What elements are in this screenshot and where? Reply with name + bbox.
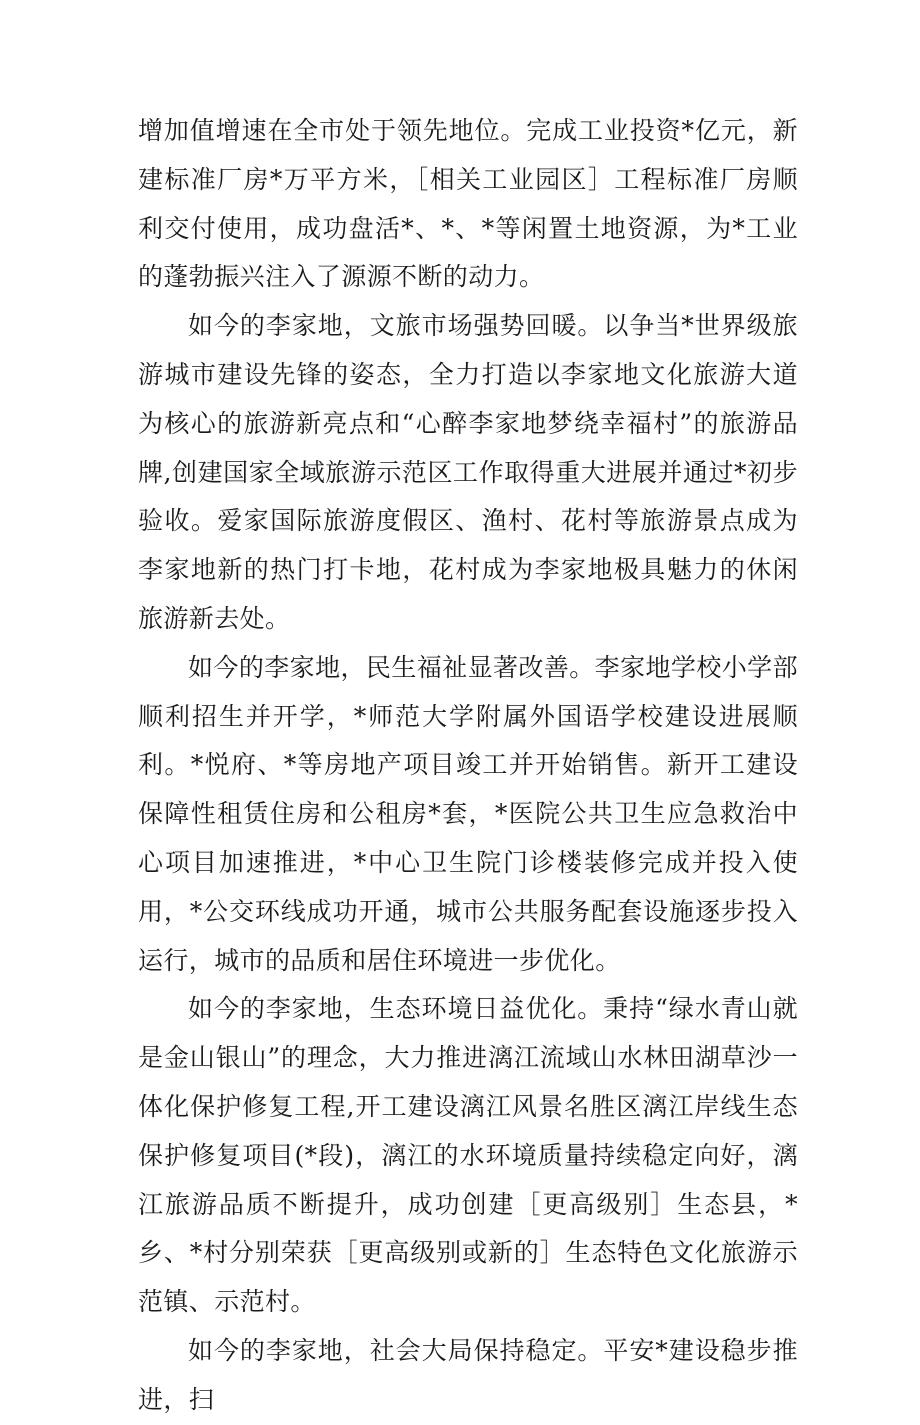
paragraph-industry-continuation: 增加值增速在全市处于领先地位。完成工业投资*亿元，新建标准厂房*万平方米，［相关工业园区］工程标准厂房顺利交付使用，成功盘活*、*、*等闲置土地资源，为*工业的蓬勃振兴注入了源源不断的动力。 — [138, 116, 798, 292]
paragraph-tourism: 如今的李家地，文旅市场强势回暖。以争当*世界级旅游城市建设先锋的姿态，全力打造以李家地文化旅游大道为核心的旅游新亮点和“心醉李家地梦绕幸福村”的旅游品牌,创建国家全域旅游示范区工作取得重大进展并通过*初步验收。爱家国际旅游度假区、渔村、花村等旅游景点成为李家地新的热门打卡地，花村成为李家地极具魅力的休闲旅游新去处。 — [138, 311, 798, 633]
paragraph-ecology: 如今的李家地，生态环境日益优化。秉持“绿水青山就是金山银山”的理念，大力推进漓江流域山水林田湖草沙一体化保护修复工程,开工建设漓江风景名胜区漓江岸线生态保护修复项目(*段)，漓江的水环境质量持续稳定向好，漓江旅游品质不断提升，成功创建［更高级别］生态县，*乡、*村分别荣获［更高级别或新的］生态特色文化旅游示范镇、示范村。 — [138, 994, 798, 1317]
paragraph-livelihood: 如今的李家地，民生福祉显著改善。李家地学校小学部顺利招生并开学，*师范大学附属外国语学校建设进展顺利。*悦府、*等房地产项目竣工并开始销售。新开工建设保障性租赁住房和公租房*套，*医院公共卫生应急救治中心项目加速推进，*中心卫生院门诊楼装修完成并投入使用，*公交环线成功开通，城市公共服务配套设施逐步投入运行，城市的品质和居住环境进一步优化。 — [138, 652, 798, 975]
document-body — [138, 107, 798, 1425]
paragraph-social-stability: 如今的李家地，社会大局保持稳定。平安*建设稳步推进，扫 — [138, 1335, 798, 1414]
